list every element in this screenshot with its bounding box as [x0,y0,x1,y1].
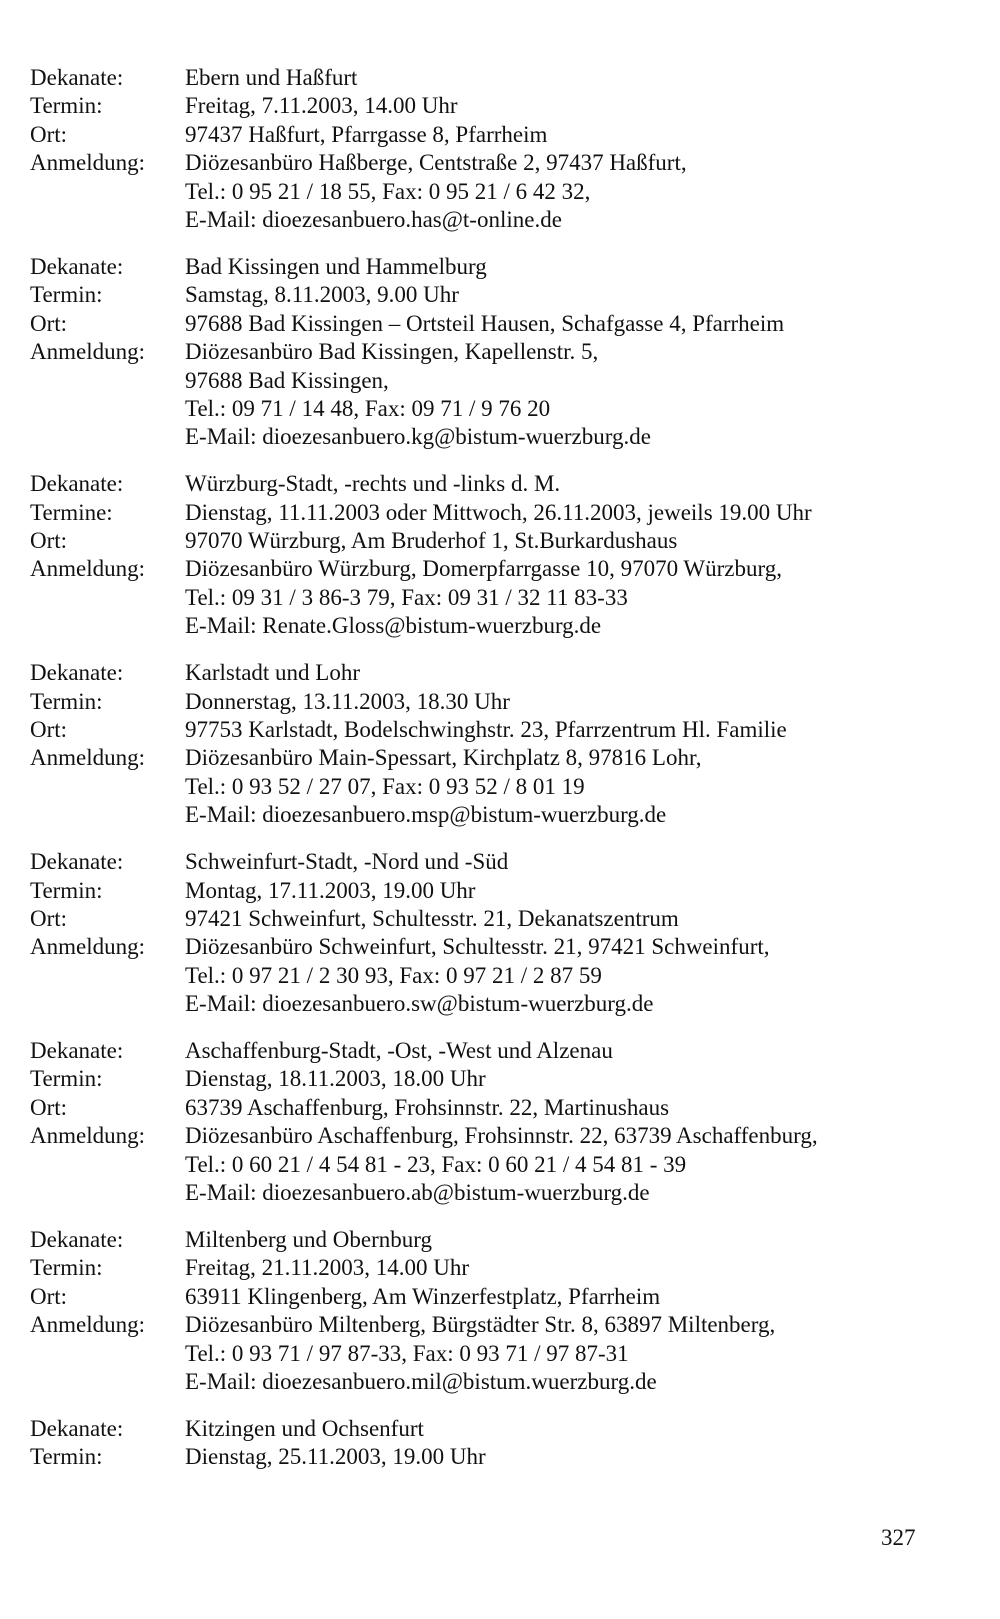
deanery-entry [30,1226,970,1396]
entry-field-value: Diözesanbüro Aschaffenburg, Frohsinnstr. 22, 63739 Aschaffenburg, [185,1123,818,1149]
entry-field-value: Samstag, 8.11.2003, 9.00 Uhr [185,282,459,308]
entry-row [30,367,970,395]
entry-row [30,1443,970,1471]
deanery-entry [30,1415,970,1472]
entry-field-label [30,612,185,640]
entry-field-value: Diözesanbüro Bad Kissingen, Kapellenstr. 5, [185,339,599,365]
entry-field-label: Dekanate: [30,660,124,686]
entry-row [30,905,970,933]
entry-field-value: Dienstag, 25.11.2003, 19.00 Uhr [185,1444,486,1470]
entry-field-label: Ort: [30,716,68,742]
entry-row [30,716,970,744]
entry-field-value: Montag, 17.11.2003, 19.00 Uhr [185,877,476,903]
entry-row [30,1340,970,1368]
entry-row [30,149,970,177]
entry-field-label: Dekanate: [30,849,124,875]
entry-field-label: Anmeldung: [30,339,145,365]
entry-field-value: Tel.: 09 71 / 14 48, Fax: 09 71 / 9 76 20 [185,395,551,421]
entry-field-value: Tel.: 0 60 21 / 4 54 81 - 23, Fax: 0 60 21 / 4 54 81 - 39 [185,1151,687,1177]
entry-field-value: Diözesanbüro Würzburg, Domerpfarrgasse 10, 97070 Würzburg, [185,556,783,582]
entry-row [30,310,970,338]
entry-field-value: 97437 Haßfurt, Pfarrgasse 8, Pfarrheim [185,121,548,147]
entry-row [30,584,970,612]
entry-row [30,612,970,640]
entry-field-label: Anmeldung: [30,150,145,176]
entry-field-value: 63911 Klingenberg, Am Winzerfestplatz, Pfarrheim [185,1283,661,1309]
entry-field-value: Schweinfurt-Stadt, -Nord und -Süd [185,849,509,875]
entry-row [30,990,970,1018]
entry-field-label [30,962,185,990]
entry-field-value: Tel.: 0 97 21 / 2 30 93, Fax: 0 97 21 / 2 87 59 [185,962,602,988]
entry-field-label [30,801,185,829]
entry-row [30,773,970,801]
entry-field-label [30,206,185,234]
entry-field-label: Ort: [30,310,68,336]
entry-row [30,1151,970,1179]
entry-row [30,499,970,527]
entry-field-label [30,1151,185,1179]
entry-row [30,962,970,990]
entry-field-value: E-Mail: dioezesanbuero.mil@bistum.wuerzburg.de [185,1368,657,1394]
entry-row [30,395,970,423]
deanery-entry [30,1037,970,1207]
entry-field-label: Ort: [30,1283,68,1309]
entry-row [30,1368,970,1396]
entry-field-value: 97688 Bad Kissingen, [185,367,389,393]
entry-field-value: Aschaffenburg-Stadt, -Ost, -West und Alzenau [185,1038,613,1064]
entry-field-value: Donnerstag, 13.11.2003, 18.30 Uhr [185,688,510,714]
entry-field-label: Dekanate: [30,1227,124,1253]
entry-row [30,253,970,281]
entry-field-value: Diözesanbüro Haßberge, Centstraße 2, 97437 Haßfurt, [185,150,687,176]
entry-field-label: Termin: [30,1066,103,1092]
entry-field-value: Tel.: 09 31 / 3 86-3 79, Fax: 09 31 / 32 11 83-33 [185,584,628,610]
entry-row [30,423,970,451]
entry-row [30,121,970,149]
entry-field-label [30,773,185,801]
entry-field-label [30,1340,185,1368]
entry-field-label: Ort: [30,121,68,147]
entry-field-value: 97070 Würzburg, Am Bruderhof 1, St.Burkardushaus [185,528,678,554]
entry-field-label: Dekanate: [30,1415,124,1441]
entry-row [30,1226,970,1254]
entry-row [30,527,970,555]
deanery-entry [30,470,970,640]
entry-field-value: E-Mail: dioezesanbuero.has@t-online.de [185,206,562,232]
deanery-entry [30,848,970,1018]
entry-field-value: Ebern und Haßfurt [185,65,358,90]
entry-field-value: 97753 Karlstadt, Bodelschwinghstr. 23, Pfarrzentrum Hl. Familie [185,716,787,742]
entry-field-label [30,423,185,451]
entry-row [30,1254,970,1282]
deanery-entry [30,253,970,452]
deanery-entry [30,64,970,234]
entry-row [30,1037,970,1065]
entry-row [30,1415,970,1443]
deanery-event-listing [30,64,970,1490]
entry-field-label: Termin: [30,688,103,714]
page-number: 327 [881,1525,916,1550]
entry-field-label [30,367,185,395]
entry-field-value: Karlstadt und Lohr [185,660,361,686]
entry-row [30,1179,970,1207]
entry-field-value: E-Mail: dioezesanbuero.kg@bistum-wuerzburg.de [185,424,651,450]
entry-field-value: Dienstag, 18.11.2003, 18.00 Uhr [185,1066,486,1092]
entry-row [30,848,970,876]
entry-field-label: Termin: [30,1255,103,1281]
entry-field-label [30,1368,185,1396]
entry-field-value: Tel.: 0 93 71 / 97 87-33, Fax: 0 93 71 / 97 87-31 [185,1340,629,1366]
entry-field-label: Anmeldung: [30,745,145,771]
entry-field-label: Anmeldung: [30,1312,145,1338]
entry-field-label: Termin: [30,282,103,308]
entry-row [30,206,970,234]
deanery-entry [30,659,970,829]
entry-field-label [30,1179,185,1207]
entry-field-label: Anmeldung: [30,934,145,960]
entry-field-value: Miltenberg und Obernburg [185,1227,433,1253]
entry-field-label [30,178,185,206]
entry-field-label [30,990,185,1018]
entry-field-value: 63739 Aschaffenburg, Frohsinnstr. 22, Martinushaus [185,1094,670,1120]
entry-row [30,744,970,772]
entry-row [30,178,970,206]
entry-field-label: Anmeldung: [30,556,145,582]
entry-field-label: Ort: [30,905,68,931]
entry-row [30,555,970,583]
entry-field-value: Tel.: 0 93 52 / 27 07, Fax: 0 93 52 / 8 01 19 [185,773,585,799]
entry-field-value: Würzburg-Stadt, -rechts und -links d. M. [185,471,561,497]
entry-row [30,933,970,961]
entry-field-value: 97688 Bad Kissingen – Ortsteil Hausen, Schafgasse 4, Pfarrheim [185,310,785,336]
entry-field-label: Termin: [30,1444,103,1470]
entry-field-label: Termin: [30,877,103,903]
entry-row [30,659,970,687]
entry-field-label: Ort: [30,528,68,554]
entry-row [30,1311,970,1339]
entry-field-value: Dienstag, 11.11.2003 oder Mittwoch, 26.11.2003, jeweils 19.00 Uhr [185,499,812,525]
entry-row [30,338,970,366]
entry-field-label: Dekanate: [30,471,124,497]
entry-row [30,1065,970,1093]
entry-field-label: Dekanate: [30,65,124,90]
entry-field-value: E-Mail: dioezesanbuero.ab@bistum-wuerzburg.de [185,1180,650,1206]
entry-field-value: 97421 Schweinfurt, Schultesstr. 21, Dekanatszentrum [185,905,679,931]
entry-field-label: Anmeldung: [30,1123,145,1149]
entry-field-value: E-Mail: Renate.Gloss@bistum-wuerzburg.de [185,613,602,639]
entry-field-label [30,395,185,423]
entry-field-value: Tel.: 0 95 21 / 18 55, Fax: 0 95 21 / 6 42 32, [185,178,591,204]
entry-row [30,688,970,716]
entry-field-label: Termin: [30,93,103,119]
entry-field-label: Ort: [30,1094,68,1120]
entry-field-value: Freitag, 21.11.2003, 14.00 Uhr [185,1255,470,1281]
entry-field-label: Dekanate: [30,253,124,279]
entry-row [30,470,970,498]
entry-row [30,801,970,829]
entry-row [30,1283,970,1311]
entry-field-value: Diözesanbüro Schweinfurt, Schultesstr. 21, 97421 Schweinfurt, [185,934,770,960]
entry-field-value: Diözesanbüro Main-Spessart, Kirchplatz 8, 97816 Lohr, [185,745,702,771]
entry-row [30,1122,970,1150]
entry-field-value: Bad Kissingen und Hammelburg [185,253,487,279]
entry-field-value: E-Mail: dioezesanbuero.msp@bistum-wuerzburg.de [185,802,667,828]
entry-field-label [30,584,185,612]
entry-row [30,281,970,309]
entry-field-value: Kitzingen und Ochsenfurt [185,1415,424,1441]
entry-row [30,877,970,905]
entry-row [30,1094,970,1122]
entry-field-label: Dekanate: [30,1038,124,1064]
entry-field-value: E-Mail: dioezesanbuero.sw@bistum-wuerzburg.de [185,991,654,1017]
entry-row [30,64,970,92]
entry-row [30,92,970,120]
entry-field-label: Termine: [30,499,113,525]
entry-field-value: Diözesanbüro Miltenberg, Bürgstädter Str. 8, 63897 Miltenberg, [185,1312,776,1338]
entry-field-value: Freitag, 7.11.2003, 14.00 Uhr [185,93,458,119]
